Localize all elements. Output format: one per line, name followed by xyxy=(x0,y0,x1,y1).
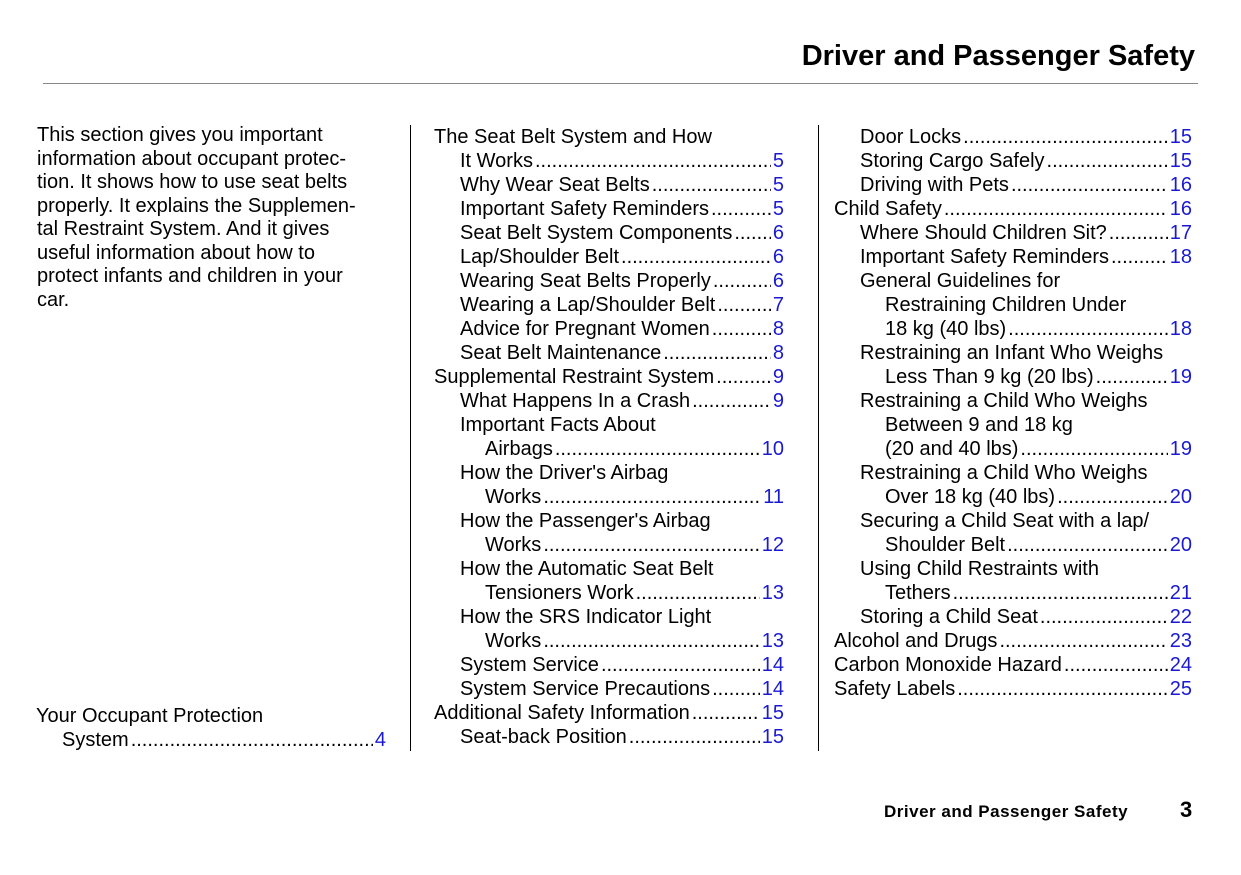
toc-entry[interactable]: Door Locks ..... 15 xyxy=(834,125,1192,149)
toc-page-number: 14 xyxy=(761,654,784,676)
toc-page-number: 20 xyxy=(1169,534,1192,556)
toc-page-number: 25 xyxy=(1169,678,1192,700)
toc-entry[interactable]: Seat Belt Maintenance ..... 8 xyxy=(434,341,784,365)
toc-page-number: 5 xyxy=(772,198,784,220)
toc-entry[interactable]: Wearing a Lap/Shoulder Belt ..... 7 xyxy=(434,293,784,317)
toc-entry[interactable]: Important Safety Reminders ..... 5 xyxy=(434,197,784,221)
toc-page-number: 15 xyxy=(1169,126,1192,148)
toc-page-number: 19 xyxy=(1169,366,1192,388)
toc-heading: General Guidelines for xyxy=(860,270,1061,292)
toc-page-number: 9 xyxy=(772,366,784,388)
toc-entry[interactable]: System ..... 4 xyxy=(36,728,386,752)
toc-heading: How the Passenger's Airbag xyxy=(460,510,711,532)
toc-column-1 xyxy=(36,704,386,752)
section-intro-text: This section gives you important information about occupant protec- tion. It shows how to use seat belts properly. It explains the Supplemen- tal Restraint System. And it gives useful information about how to protect infants and children in your car. xyxy=(37,124,356,311)
toc-entry[interactable]: It Works ..... 5 xyxy=(434,149,784,173)
toc-page-number: 6 xyxy=(772,222,784,244)
toc-entry[interactable]: Works ..... 12 xyxy=(434,533,784,557)
toc-entry[interactable]: Works ..... 13 xyxy=(434,629,784,653)
toc-page-number: 13 xyxy=(761,630,784,652)
toc-page-number: 6 xyxy=(772,270,784,292)
toc-page-number: 11 xyxy=(763,486,784,508)
toc-page-number: 5 xyxy=(772,174,784,196)
toc-heading: The Seat Belt System and How xyxy=(434,126,712,148)
toc-heading: Securing a Child Seat with a lap/ xyxy=(860,510,1150,532)
toc-page-number: 21 xyxy=(1169,582,1192,604)
toc-entry[interactable]: Seat Belt System Components ..... 6 xyxy=(434,221,784,245)
toc-entry[interactable]: (20 and 40 lbs) ..... 19 xyxy=(834,437,1192,461)
toc-entry[interactable]: Storing Cargo Safely ..... 15 xyxy=(834,149,1192,173)
toc-page-number: 15 xyxy=(761,726,784,748)
toc-page-number: 9 xyxy=(772,390,784,412)
toc-entry[interactable]: Alcohol and Drugs ..... 23 xyxy=(834,629,1192,653)
footer-section-label: Driver and Passenger Safety xyxy=(884,802,1129,821)
toc-heading: Restraining Children Under xyxy=(885,294,1127,316)
toc-heading: Between 9 and 18 kg xyxy=(885,414,1073,436)
toc-entry[interactable]: Storing a Child Seat ..... 22 xyxy=(834,605,1192,629)
toc-page-number: 10 xyxy=(761,438,784,460)
toc-page-number: 16 xyxy=(1169,174,1192,196)
toc-heading: How the Automatic Seat Belt xyxy=(460,558,714,580)
toc-page-number: 19 xyxy=(1169,438,1192,460)
toc-heading: How the SRS Indicator Light xyxy=(460,606,712,628)
toc-heading: Important Facts About xyxy=(460,414,656,436)
page-title: Driver and Passenger Safety xyxy=(801,40,1195,72)
toc-entry[interactable]: Less Than 9 kg (20 lbs) ..... 19 xyxy=(834,365,1192,389)
toc-column-2 xyxy=(434,125,784,749)
toc-heading: Using Child Restraints with xyxy=(860,558,1099,580)
toc-entry[interactable]: Driving with Pets ..... 16 xyxy=(834,173,1192,197)
toc-column-3 xyxy=(834,125,1192,701)
toc-page-number: 17 xyxy=(1169,222,1192,244)
column-divider-2 xyxy=(818,125,819,751)
toc-page-number: 5 xyxy=(772,150,784,172)
toc-entry[interactable]: Important Safety Reminders ..... 18 xyxy=(834,245,1192,269)
toc-page-number: 6 xyxy=(772,246,784,268)
toc-page-number: 15 xyxy=(761,702,784,724)
toc-entry[interactable]: Tethers ..... 21 xyxy=(834,581,1192,605)
column-divider-1 xyxy=(410,125,411,751)
toc-page-number: 23 xyxy=(1169,630,1192,652)
toc-page-number: 18 xyxy=(1169,246,1192,268)
toc-page-number: 22 xyxy=(1169,606,1192,628)
toc-heading: Restraining a Child Who Weighs xyxy=(860,390,1148,412)
toc-page-number: 7 xyxy=(772,294,784,316)
toc-entry[interactable]: 18 kg (40 lbs) ..... 18 xyxy=(834,317,1192,341)
toc-entry[interactable]: Airbags ..... 10 xyxy=(434,437,784,461)
toc-entry[interactable]: Works ..... 11 xyxy=(434,485,784,509)
toc-page-number: 16 xyxy=(1169,198,1192,220)
footer-page-number: 3 xyxy=(1180,797,1193,822)
toc-page-number: 12 xyxy=(761,534,784,556)
toc-entry[interactable]: Tensioners Work ..... 13 xyxy=(434,581,784,605)
toc-entry[interactable]: Shoulder Belt ..... 20 xyxy=(834,533,1192,557)
toc-page-number: 15 xyxy=(1169,150,1192,172)
toc-heading: Restraining a Child Who Weighs xyxy=(860,462,1148,484)
toc-page-number: 13 xyxy=(761,582,784,604)
toc-entry[interactable]: What Happens In a Crash ..... 9 xyxy=(434,389,784,413)
toc-entry[interactable]: Where Should Children Sit? ..... 17 xyxy=(834,221,1192,245)
toc-page-number: 4 xyxy=(374,729,386,751)
toc-entry[interactable]: Safety Labels ..... 25 xyxy=(834,677,1192,701)
toc-entry[interactable]: System Service Precautions ..... 14 xyxy=(434,677,784,701)
header-divider xyxy=(43,83,1198,84)
toc-entry[interactable]: Seat-back Position ..... 15 xyxy=(434,725,784,749)
toc-heading: Your Occupant Protection xyxy=(36,705,264,727)
toc-entry[interactable]: Child Safety ..... 16 xyxy=(834,197,1192,221)
toc-entry[interactable]: System Service ..... 14 xyxy=(434,653,784,677)
toc-page-number: 8 xyxy=(772,318,784,340)
toc-entry[interactable]: Why Wear Seat Belts ..... 5 xyxy=(434,173,784,197)
toc-entry[interactable]: Lap/Shoulder Belt ..... 6 xyxy=(434,245,784,269)
toc-entry[interactable]: Over 18 kg (40 lbs) ..... 20 xyxy=(834,485,1192,509)
toc-page-number: 24 xyxy=(1169,654,1192,676)
toc-page-number: 20 xyxy=(1169,486,1192,508)
toc-page-number: 18 xyxy=(1169,318,1192,340)
toc-entry[interactable]: Supplemental Restraint System ..... 9 xyxy=(434,365,784,389)
toc-heading: How the Driver's Airbag xyxy=(460,462,669,484)
toc-page-number: 14 xyxy=(761,678,784,700)
toc-entry[interactable]: Wearing Seat Belts Properly ..... 6 xyxy=(434,269,784,293)
toc-heading: Restraining an Infant Who Weighs xyxy=(860,342,1164,364)
toc-page-number: 8 xyxy=(772,342,784,364)
toc-entry[interactable]: Advice for Pregnant Women ..... 8 xyxy=(434,317,784,341)
toc-entry[interactable]: Carbon Monoxide Hazard ..... 24 xyxy=(834,653,1192,677)
toc-entry[interactable]: Additional Safety Information ..... 15 xyxy=(434,701,784,725)
